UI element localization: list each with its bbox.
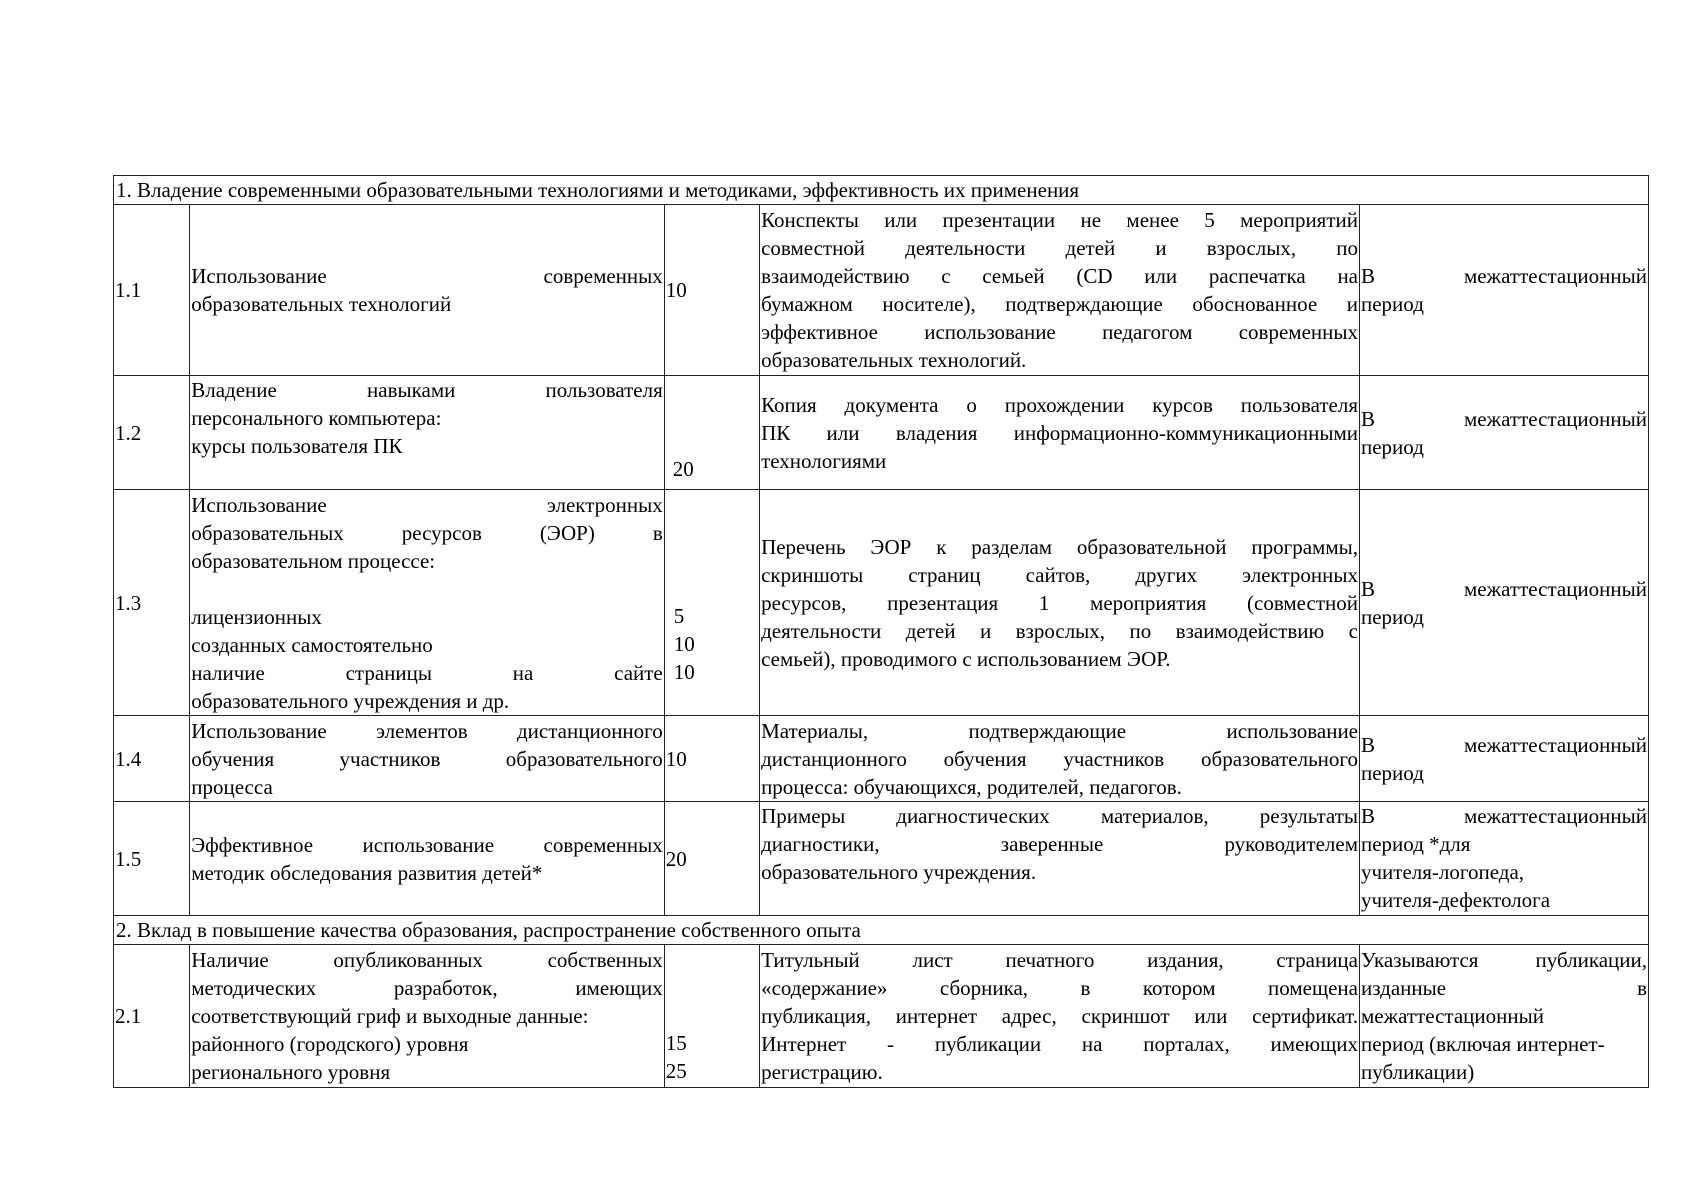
documents-line: семьей), проводимого с использованием ЭОР. bbox=[761, 646, 1171, 671]
row-number: 1.4 bbox=[114, 716, 190, 802]
note-line: В межаттестационный bbox=[1361, 576, 1647, 601]
note-line: период bbox=[1361, 604, 1424, 629]
documents-line: бумажном носителе), подтверждающие обоснованное и bbox=[761, 292, 1358, 316]
sub-item-points: 10 bbox=[673, 660, 695, 684]
documents-line: Перечень ЭОР к разделам образовательной программы, bbox=[761, 534, 1358, 559]
note-line: В межаттестационный bbox=[1361, 804, 1647, 828]
note-line: период *для bbox=[1361, 832, 1471, 856]
sub-item-label: регионального уровня bbox=[191, 1060, 391, 1084]
indicator-line: курсы пользователя ПК bbox=[191, 434, 403, 458]
note-line: период bbox=[1361, 760, 1424, 785]
documents-cell bbox=[760, 490, 1360, 716]
indicator-line: Эффективное использование современных bbox=[191, 832, 663, 857]
note-line: Указываются публикации, bbox=[1361, 948, 1647, 972]
note-cell bbox=[1360, 376, 1649, 490]
indicator-line: образовательном процессе: bbox=[191, 548, 436, 573]
indicator-line: Владение навыками пользователя bbox=[191, 378, 663, 402]
documents-line: публикация, интернет адрес, скриншот или сертификат. bbox=[761, 1004, 1358, 1028]
indicator-line: методических разработок, имеющих bbox=[191, 976, 663, 1000]
indicator-line: Использование современных bbox=[191, 264, 663, 288]
points-cell: 10 bbox=[664, 716, 759, 802]
table-row bbox=[114, 376, 1649, 490]
sub-item-points: 10 bbox=[673, 632, 695, 656]
table-row bbox=[114, 490, 1649, 716]
note-line: межаттестационный bbox=[1361, 1004, 1544, 1028]
indicator-line: персонального компьютера: bbox=[191, 406, 442, 430]
documents-line: технологиями bbox=[761, 448, 887, 473]
indicator-line: Использование элементов дистанционного bbox=[191, 718, 663, 743]
indicator-cell bbox=[190, 945, 665, 1088]
note-cell bbox=[1360, 716, 1649, 802]
documents-line: Материалы, подтверждающие использование bbox=[761, 718, 1358, 743]
sub-item-points: 5 bbox=[673, 604, 685, 628]
indicator-cell bbox=[190, 802, 665, 916]
documents-line: регистрацию. bbox=[761, 1060, 883, 1084]
indicator-cell bbox=[190, 205, 665, 376]
note-line: В межаттестационный bbox=[1361, 264, 1647, 288]
note-line: публикации) bbox=[1361, 1060, 1475, 1084]
section-title: 1. Владение современными образовательными технологиями и методиками, эффективность их применения bbox=[114, 176, 1649, 205]
note-cell bbox=[1360, 205, 1649, 376]
sub-item-label: образовательного учреждения и др. bbox=[191, 688, 510, 713]
points-cell bbox=[664, 490, 759, 716]
note-line: период (включая интернет- bbox=[1361, 1032, 1605, 1056]
indicator-cell bbox=[190, 490, 665, 716]
note-line: изданные в bbox=[1361, 976, 1647, 1000]
spacer bbox=[191, 575, 663, 603]
indicator-line: образовательных ресурсов (ЭОР) в bbox=[191, 520, 663, 545]
note-line: В межаттестационный bbox=[1361, 732, 1647, 757]
documents-line: деятельности детей и взрослых, по взаимодействию с bbox=[761, 618, 1358, 643]
criteria-table bbox=[113, 175, 1649, 1088]
sub-item-label: лицензионных bbox=[191, 604, 322, 629]
sub-item-label: наличие страницы на сайте bbox=[191, 660, 663, 685]
table-row bbox=[114, 716, 1649, 802]
note-line: учителя-дефектолога bbox=[1361, 888, 1551, 912]
note-line: В межаттестационный bbox=[1361, 406, 1647, 431]
documents-line: совместной деятельности детей и взрослых, по bbox=[761, 236, 1358, 260]
note-line: период bbox=[1361, 292, 1424, 316]
documents-line: Интернет - публикации на порталах, имеющих bbox=[761, 1032, 1358, 1056]
note-line: период bbox=[1361, 434, 1424, 459]
indicator-line: обучения участников образовательного bbox=[191, 746, 663, 771]
points-cell: 10 bbox=[664, 205, 759, 376]
documents-line: образовательного учреждения. bbox=[761, 860, 1037, 884]
sub-item-points: 15 bbox=[665, 1031, 687, 1055]
indicator-cell bbox=[190, 716, 665, 802]
note-line: учителя-логопеда, bbox=[1361, 860, 1525, 884]
documents-line: Титульный лист печатного издания, страница bbox=[761, 948, 1358, 972]
sub-item-label: районного (городского) уровня bbox=[191, 1032, 469, 1056]
section-header-row bbox=[114, 176, 1649, 205]
row-number: 1.2 bbox=[114, 376, 190, 490]
indicator-cell bbox=[190, 376, 665, 490]
indicator-line: соответствующий гриф и выходные данные: bbox=[191, 1004, 589, 1028]
documents-line: диагностики, заверенные руководителем bbox=[761, 832, 1358, 856]
row-number: 1.5 bbox=[114, 802, 190, 916]
points-cell: 20 bbox=[664, 376, 759, 490]
row-number: 1.3 bbox=[114, 490, 190, 716]
points-cell bbox=[664, 945, 759, 1088]
documents-cell bbox=[760, 205, 1360, 376]
documents-cell bbox=[760, 945, 1360, 1088]
points-cell: 20 bbox=[664, 802, 759, 916]
documents-line: процесса: обучающихся, родителей, педагогов. bbox=[761, 774, 1182, 799]
documents-line: Примеры диагностических материалов, результаты bbox=[761, 804, 1358, 828]
documents-line: «содержание» сборника, в котором помещена bbox=[761, 976, 1358, 1000]
documents-cell bbox=[760, 716, 1360, 802]
indicator-line: образовательных технологий bbox=[191, 292, 452, 316]
documents-line: Копия документа о прохождении курсов пользователя bbox=[761, 392, 1358, 417]
section-header-row bbox=[114, 916, 1649, 945]
note-cell bbox=[1360, 945, 1649, 1088]
indicator-line: методик обследования развития детей* bbox=[191, 860, 543, 885]
indicator-line: Использование электронных bbox=[191, 492, 663, 517]
table-row bbox=[114, 945, 1649, 1088]
row-number: 1.1 bbox=[114, 205, 190, 376]
documents-line: эффективное использование педагогом современных bbox=[761, 320, 1358, 344]
documents-line: ПК или владения информационно-коммуникационными bbox=[761, 420, 1358, 445]
row-number: 2.1 bbox=[114, 945, 190, 1088]
documents-line: образовательных технологий. bbox=[761, 348, 1027, 372]
section-title: 2. Вклад в повышение качества образования, распространение собственного опыта bbox=[114, 916, 1649, 945]
note-cell bbox=[1360, 490, 1649, 716]
sub-item-label: созданных самостоятельно bbox=[191, 632, 433, 657]
indicator-line: процесса bbox=[191, 774, 273, 799]
documents-line: скриншоты страниц сайтов, других электронных bbox=[761, 562, 1358, 587]
documents-cell bbox=[760, 802, 1360, 916]
documents-line: Конспекты или презентации не менее 5 мероприятий bbox=[761, 208, 1358, 232]
documents-line: дистанционного обучения участников образовательного bbox=[761, 746, 1358, 771]
documents-line: взаимодействию с семьей (CD или распечатка на bbox=[761, 264, 1358, 288]
documents-line: ресурсов, презентация 1 мероприятия (совместной bbox=[761, 590, 1358, 615]
table-row bbox=[114, 802, 1649, 916]
sub-item-points: 25 bbox=[665, 1059, 687, 1083]
note-cell bbox=[1360, 802, 1649, 916]
documents-cell bbox=[760, 376, 1360, 490]
table-row bbox=[114, 205, 1649, 376]
indicator-line: Наличие опубликованных собственных bbox=[191, 948, 663, 972]
